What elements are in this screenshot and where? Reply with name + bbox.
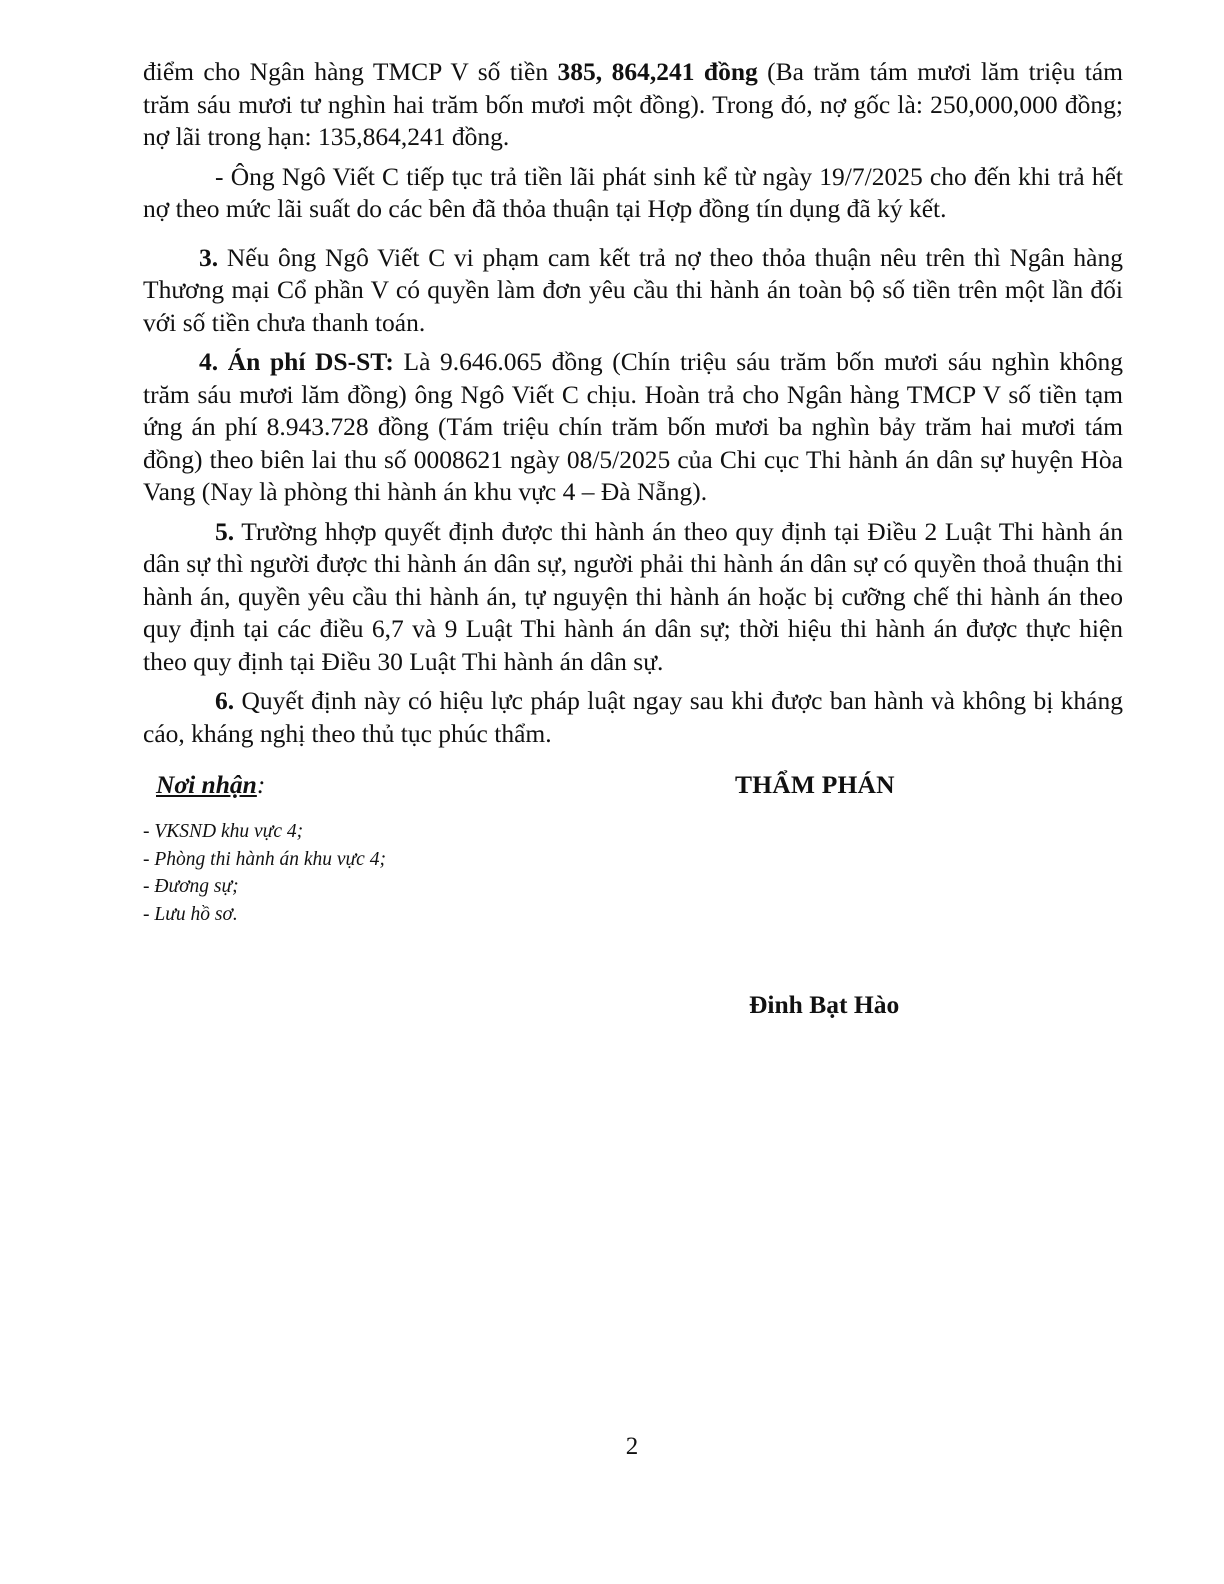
document-body <box>143 56 1123 750</box>
paragraph-payment-amount <box>143 56 1123 154</box>
recipient-item: - Lưu hồ sơ. <box>143 903 238 925</box>
paragraph-3 <box>143 242 1123 340</box>
paragraph-5-text: Trường hhợp quyết định được thi hành án theo quy định tại Điều 2 Luật Thi hành án dân sự thì người được thi hành án dân sự, người phải thi hành án dân sự có quyền thoả thuận thi hành án, quyền yêu cầu thi hành án, tự nguyện thi hành án hoặc bị cưỡng chế thi hành án theo quy định tại các điều 6,7 và 9 Luật Thi hành án dân sự; thời hiệu thi hành án được thực hiện theo quy định tại Điều 30 Luật Thi hành án dân sự. <box>143 516 1123 676</box>
paragraph-6-number: 6. <box>215 686 235 715</box>
recipients-title: Nơi nhận <box>156 770 257 799</box>
recipients-block <box>143 770 593 928</box>
recipient-item: - VKSND khu vực 4; <box>143 821 304 842</box>
payment-amount: 385, 864,241 đồng <box>557 57 758 86</box>
signature-name: Đinh Bạt Hào <box>749 990 900 1019</box>
recipients-colon: : <box>256 770 266 799</box>
recipient-item: - Đương sự; <box>143 876 239 897</box>
paragraph-3-text: Nếu ông Ngô Viết C vi phạm cam kết trả nợ theo thỏa thuận nêu trên thì Ngân hàng Thương mại Cổ phần V có quyền làm đơn yêu cầu thi hành án toàn bộ số tiền trên một lần đối với số tiền chưa thanh toán. <box>143 242 1123 337</box>
paragraph-interest: - Ông Ngô Viết C tiếp tục trả tiền lãi phát sinh kể từ ngày 19/7/2025 cho đến khi trả hết nợ theo mức lãi suất do các bên đã thỏa thuận tại Hợp đồng tín dụng đã ký kết. <box>143 161 1123 223</box>
paragraph-3-number: 3. <box>199 242 219 272</box>
paragraph-5-number: 5. <box>215 516 235 546</box>
recipients-list <box>143 818 593 928</box>
recipient-item: - Phòng thi hành án khu vực 4; <box>143 848 386 870</box>
paragraph-4-heading: 4. Án phí DS-ST: <box>199 347 394 376</box>
signature-title: THẨM PHÁN <box>735 770 895 799</box>
paragraph-4-text: Là 9.646.065 đồng (Chín triệu sáu trăm bốn mươi sáu nghìn không trăm sáu mươi lăm đồng) ông Ngô Viết C chịu. Hoàn trả cho Ngân hàng TMCP V số tiền tạm ứng án phí 8.943.728 đồng (Tám triệu chín trăm bốn mươi ba nghìn bảy trăm hai mươi tám đồng) theo biên lai thu số 0008621 ngày 08/5/2025 của Chi cục Thi hành án dân sự huyện Hòa Vang (Nay là phòng thi hành án khu vực 4 – Đà Nẵng). <box>143 347 1123 506</box>
paragraph-4 <box>143 346 1123 509</box>
payment-text-start: điểm cho Ngân hàng TMCP V số tiền <box>143 57 558 86</box>
paragraph-6-text: Quyết định này có hiệu lực pháp luật ngay sau khi được ban hành và không bị kháng cáo, kháng nghị theo thủ tục phúc thẩm. <box>143 686 1123 748</box>
page-number: 2 <box>625 1433 639 1460</box>
paragraph-5 <box>143 516 1123 679</box>
payment-text-end: (Ba trăm tám mươi lăm triệu tám trăm sáu mươi tư nghìn hai trăm bốn mươi một đồng). Trong đó, nợ gốc là: 250,000,000 đồng; nợ lãi trong hạn: 135,864,241 đồng. <box>143 57 1123 151</box>
paragraph-6 <box>143 685 1123 750</box>
